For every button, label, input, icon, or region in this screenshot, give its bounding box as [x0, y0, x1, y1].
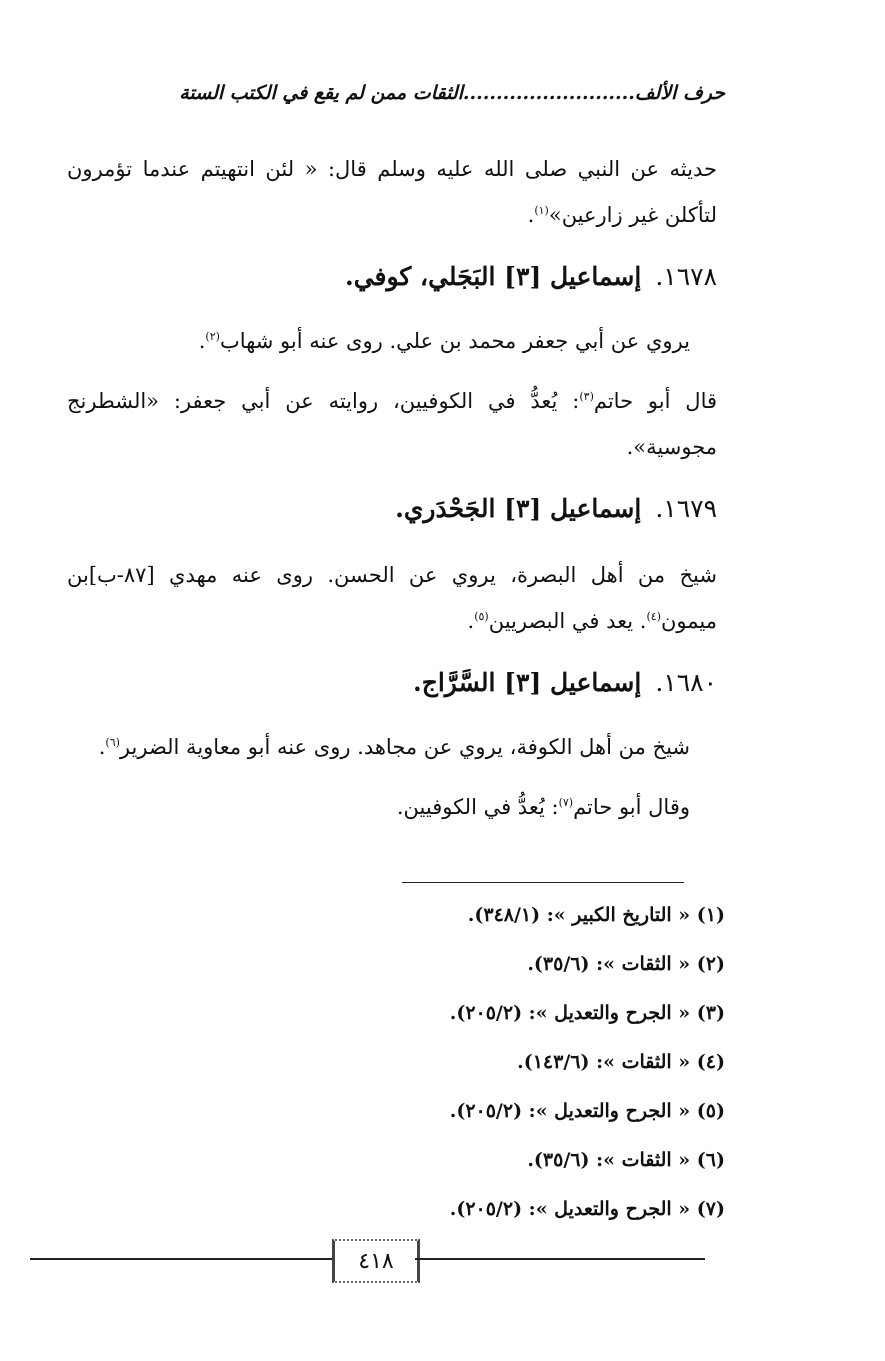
- entry-number: ١٦٧٨.: [655, 262, 717, 291]
- paragraph-text-a: قال أبو حاتم: [593, 389, 718, 413]
- paragraph-text-b: : يُعدُّ في الكوفيين.: [396, 795, 559, 819]
- footnote-ref: (٣): [579, 390, 594, 403]
- paragraph-1680-narration: [99, 724, 690, 770]
- paragraph-text: حديثه عن النبي صلى الله عليه وسلم قال: « لئن انتهيتم عندما تؤمرون لتأكلن غير زارعين»: [67, 157, 717, 227]
- footnote-ref: (١): [534, 204, 549, 217]
- page-number: ٤١٨: [332, 1239, 420, 1283]
- footnote-7: (٧) « الجرح والتعديل »: (٢٠٥/٢).: [449, 1198, 725, 1220]
- footer-rule-right: [415, 1258, 705, 1260]
- footnote-6: (٦) « الثقات »: (٣٥/٦).: [527, 1149, 725, 1171]
- entry-name: إسماعيل [٣] البَجَلي، كوفي.: [345, 262, 642, 291]
- paragraph-1680-opinion: [397, 784, 690, 830]
- footnote-separator: [402, 882, 684, 883]
- footnote-ref: (٧): [558, 796, 574, 809]
- punctuation: .: [198, 329, 206, 353]
- entry-1678: [345, 262, 717, 291]
- paragraph-hadith: حديثه عن النبي صلى الله عليه وسلم قال: « لئن انتهيتم عندما تؤمرون لتأكلن غير زارعين»$^{(١)}$.: [67, 157, 717, 227]
- footnote-5: (٥) « الجرح والتعديل »: (٢٠٥/٢).: [449, 1100, 725, 1122]
- paragraph-text: يروي عن أبي جعفر محمد بن علي. روى عنه أبو شهاب: [219, 329, 690, 353]
- footnote-ref: (٦): [105, 736, 120, 749]
- entry-number: ١٦٧٩.: [655, 494, 717, 523]
- entry-number: ١٦٨٠.: [655, 668, 717, 697]
- entry-1680: [413, 668, 717, 697]
- footnote-3: (٣) « الجرح والتعديل »: (٢٠٥/٢).: [449, 1002, 725, 1024]
- paragraph-text: شيخ من أهل الكوفة، يروي عن مجاهد. روى عنه أبو معاوية الضرير: [119, 735, 690, 759]
- paragraph-1678-narration: [199, 318, 690, 364]
- paragraph-text-b: . يعد في البصريين: [488, 609, 647, 633]
- punctuation: .: [98, 735, 106, 759]
- entry-1679: [395, 494, 717, 523]
- paragraph-text-b: : يُعدُّ في الكوفيين، روايته عن أبي جعفر: «الشطرنج مجوسية».: [67, 389, 717, 459]
- punctuation: .: [467, 609, 475, 633]
- paragraph-1679: [67, 552, 717, 644]
- footer-rule-left: [30, 1258, 332, 1260]
- running-header: حرف الألف..........................الثقات ممن لم يقع في الكتب الستة: [179, 82, 725, 104]
- entry-name: إسماعيل [٣] السَّرَّاج.: [413, 668, 642, 697]
- footnote-4: (٤) « الثقات »: (١٤٣/٦).: [517, 1051, 725, 1073]
- paragraph-text-a: وقال أبو حاتم: [573, 795, 690, 819]
- footnote-1: (١) « التاريخ الكبير »: (٣٤٨/١).: [467, 904, 725, 926]
- paragraph-1678-opinion: [67, 378, 717, 470]
- footnote-2: (٢) « الثقات »: (٣٥/٦).: [527, 953, 725, 975]
- footnote-ref: (٥): [474, 610, 489, 623]
- entry-name: إسماعيل [٣] الجَحْدَري.: [395, 494, 642, 523]
- footnote-ref: (٤): [646, 610, 661, 623]
- paragraph-text-a: شيخ من أهل البصرة، يروي عن الحسن. روى عنه مهدي [٨٧-ب]بن ميمون: [67, 563, 717, 633]
- footnote-ref: (٢): [205, 330, 220, 343]
